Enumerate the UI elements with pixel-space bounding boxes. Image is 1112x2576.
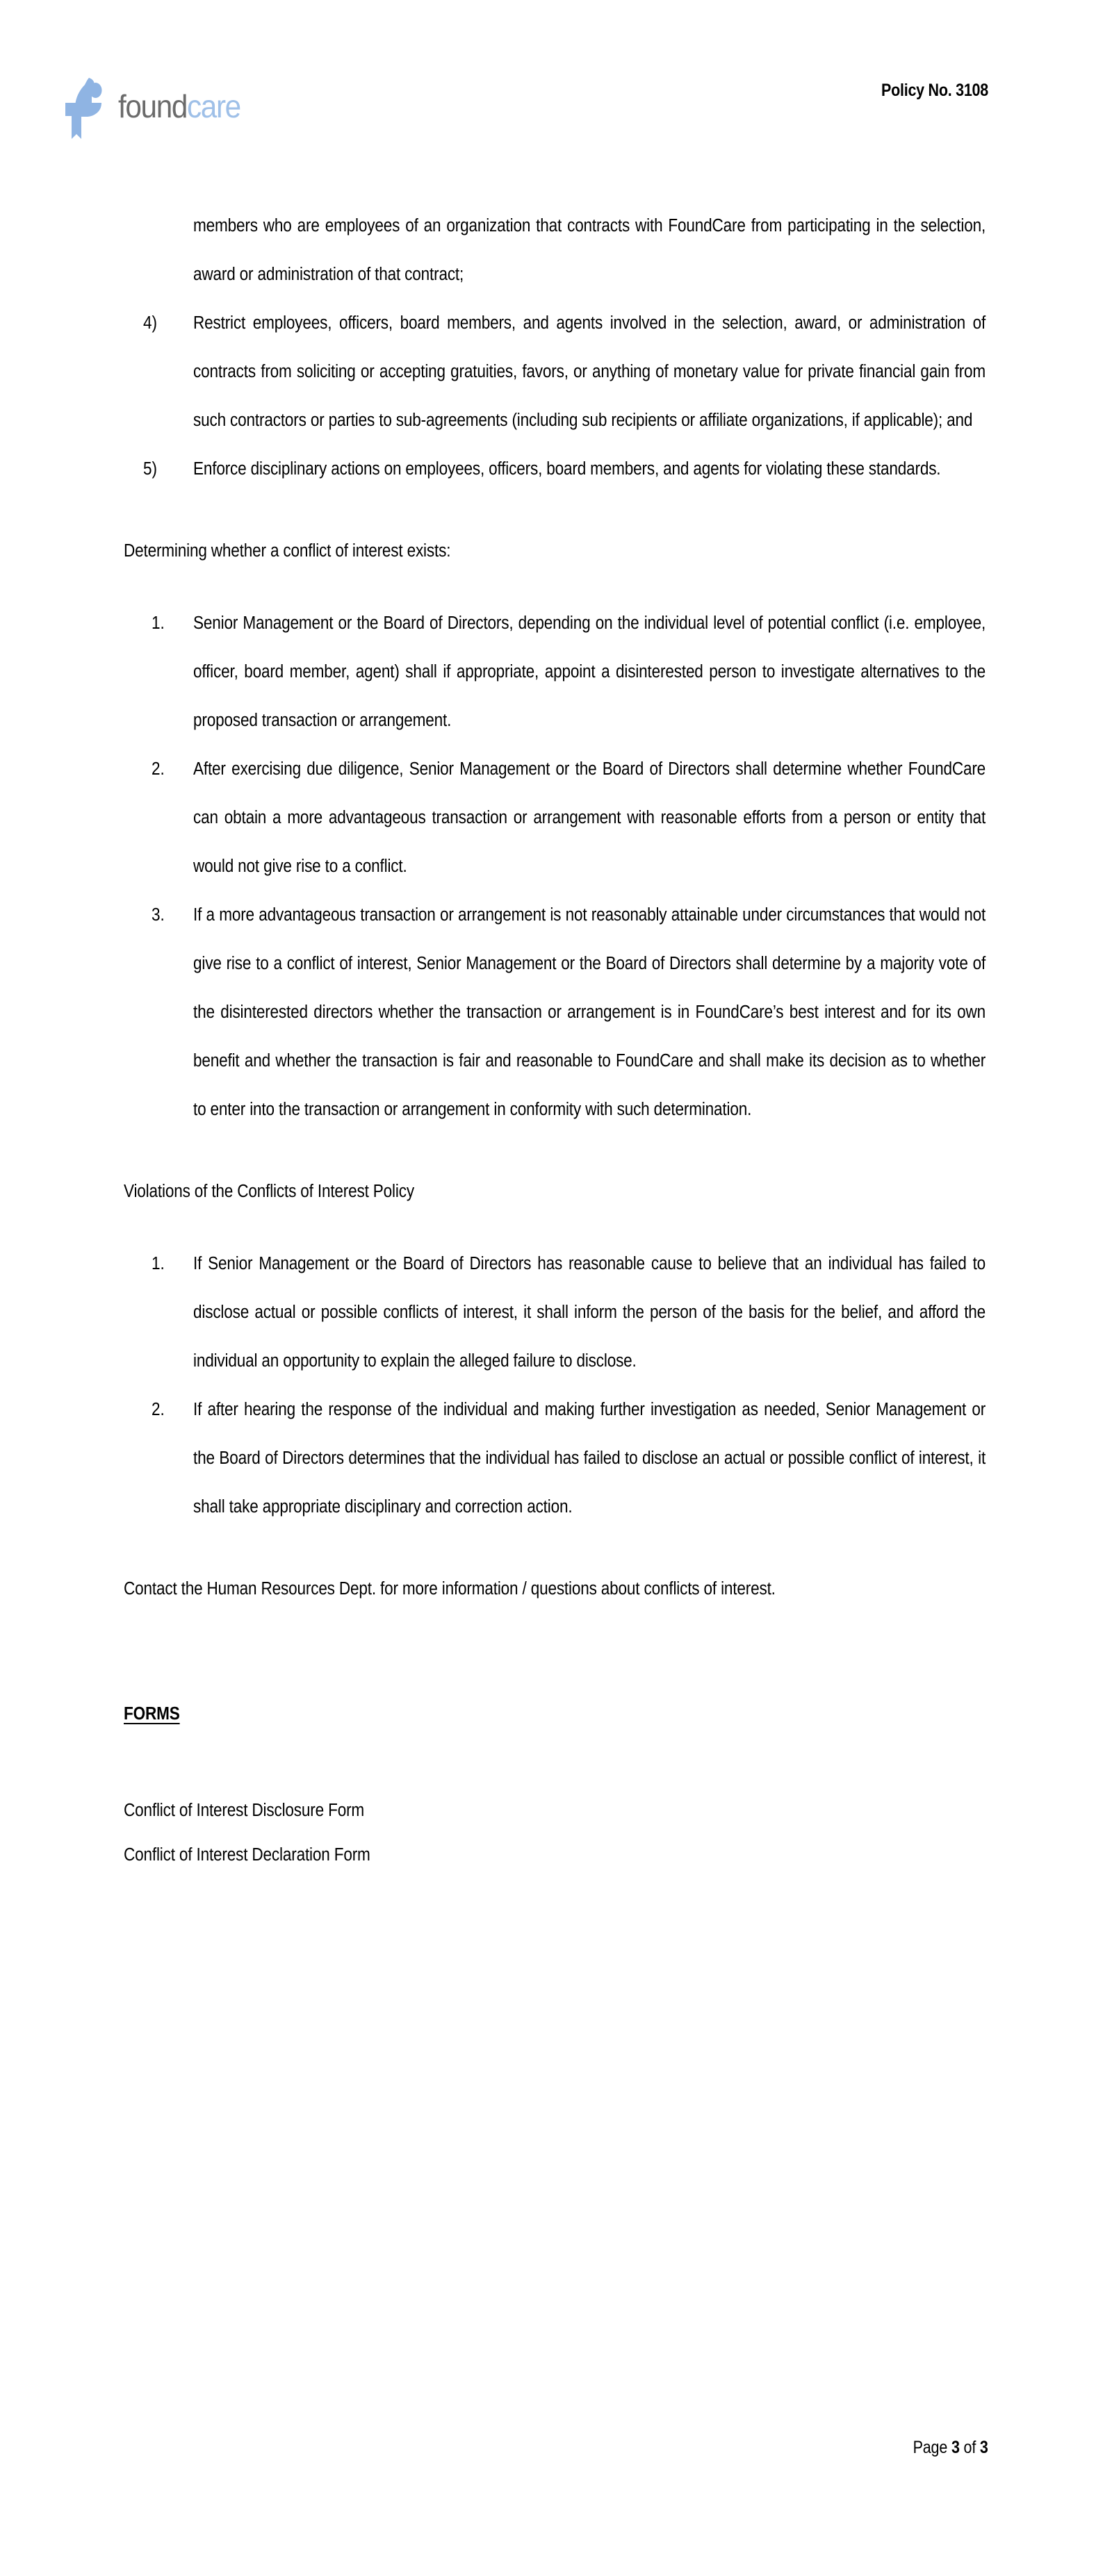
list-item <box>124 745 986 891</box>
footer-page-label: Page <box>913 2438 948 2457</box>
list-marker: 2. <box>152 759 165 779</box>
list-item-text: Senior Management or the Board of Directors, depending on the individual level of potential conflict (i.e. employee, officer, board member, agent) shall if appropriate, appoint a disinterested person to investigate alternatives to the proposed transaction or arrangement. <box>193 613 986 730</box>
spacer <box>124 1531 986 1564</box>
list-item-text: If a more advantageous transaction or arrangement is not reasonably attainable under circumstances that would not give rise to a conflict of interest, Senior Management or the Board of Directors shall determine by a majority vote of the disinterested directors whether the transaction or arrangement is in FoundCare’s best interest and for its own benefit and whether the transaction is fair and reasonable to FoundCare and shall make its decision as to whether to enter into the transaction or arrangement in conformity with such determination. <box>193 905 986 1119</box>
list-item <box>124 299 986 445</box>
footer-page-current: 3 <box>951 2438 960 2457</box>
continued-paragraph-block <box>193 201 986 299</box>
list-marker: 2. <box>152 1400 165 1419</box>
foundcare-wordmark <box>118 90 240 126</box>
violations-list <box>124 1239 986 1531</box>
list-item-text: Enforce disciplinary actions on employees, officers, board members, and agents for violating these standards. <box>193 459 941 479</box>
list-marker: 1. <box>152 1254 165 1273</box>
list-item-text: If Senior Management or the Board of Directors has reasonable cause to believe that an individual has failed to disclose actual or possible conflicts of interest, it shall inform the person of the basis for the belief, and afford the individual an opportunity to explain the alleged failure to disclose. <box>193 1254 986 1371</box>
policy-number: Policy No. 3108 <box>881 81 988 100</box>
list-item <box>124 1385 986 1531</box>
spacer <box>124 1738 986 1788</box>
page-header <box>0 69 1112 153</box>
list-item <box>124 1239 986 1385</box>
contact-paragraph: Contact the Human Resources Dept. for more information / questions about conflicts of interest. <box>124 1579 776 1599</box>
footer-page-of: of <box>963 2438 976 2457</box>
forms-section <box>124 1690 986 1738</box>
continued-paragraph: members who are employees of an organization that contracts with FoundCare from participating in the selection, award or administration of that contract; <box>193 216 986 284</box>
standards-list <box>124 299 986 493</box>
determining-list <box>124 599 986 1134</box>
document-body <box>124 201 986 1877</box>
spacer <box>124 1216 986 1239</box>
list-item-text: After exercising due diligence, Senior Management or the Board of Directors shall determine whether FoundCare can obtain a more advantageous transaction or arrangement with reasonable efforts from a person or entity that would not give rise to a conflict. <box>193 759 986 876</box>
form-item: Conflict of Interest Declaration Form <box>124 1845 370 1865</box>
list-item <box>124 891 986 1134</box>
violations-heading: Violations of the Conflicts of Interest Policy <box>124 1182 414 1201</box>
form-item: Conflict of Interest Disclosure Form <box>124 1801 365 1820</box>
list-item-text: If after hearing the response of the individual and making further investigation as needed, Senior Management or the Board of Directors determines that the individual has failed to disclose an actual or possible conflict of interest, it shall take appropriate disciplinary and correction action. <box>193 1400 986 1517</box>
determining-heading: Determining whether a conflict of interest exists: <box>124 541 451 561</box>
list-item <box>124 445 986 493</box>
spacer <box>124 575 986 599</box>
foundcare-logo <box>61 75 251 142</box>
footer-page-total: 3 <box>980 2438 988 2457</box>
foundcare-cross-person-icon <box>61 75 114 142</box>
list-marker: 5) <box>143 459 158 479</box>
spacer <box>124 493 986 527</box>
list-marker: 4) <box>143 313 158 333</box>
spacer <box>124 1134 986 1167</box>
list-item-text: Restrict employees, officers, board members, and agents involved in the selection, award, or administration of contracts from soliciting or accepting gratuities, favors, or anything of monetary value for private financial gain from such contractors or parties to sub-agreements (including sub recipients or affiliate organizations, if applicable); and <box>193 313 986 430</box>
spacer <box>124 1613 986 1690</box>
logo-found-text: found <box>118 88 188 124</box>
page-footer <box>913 2438 988 2458</box>
list-marker: 3. <box>152 905 165 925</box>
list-item <box>124 599 986 745</box>
logo-care-text: care <box>187 88 240 124</box>
list-marker: 1. <box>152 613 165 633</box>
forms-heading: FORMS <box>124 1704 180 1724</box>
